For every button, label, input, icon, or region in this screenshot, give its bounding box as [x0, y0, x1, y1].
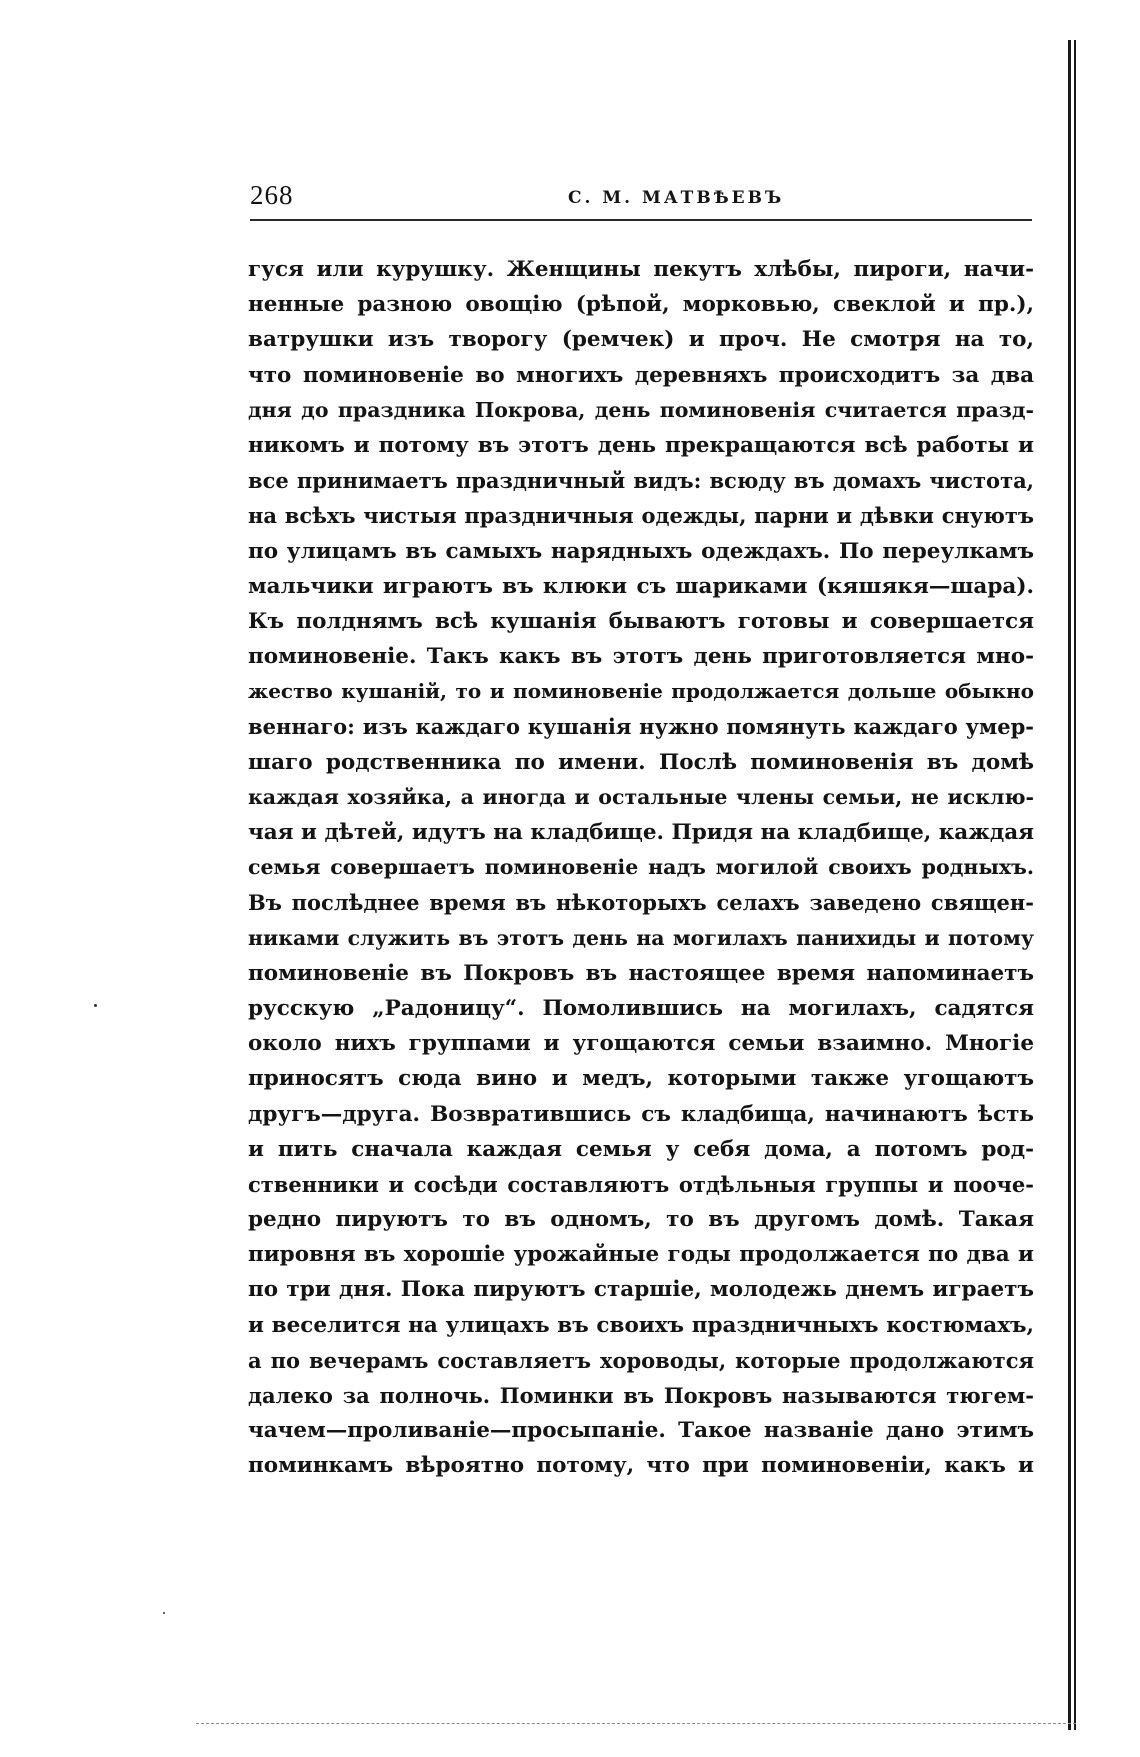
text-line: поминкамъ вѣроятно потому, что при поминовеніи, какъ и: [248, 1453, 1034, 1479]
body-text: [248, 252, 1034, 1484]
text-line: около нихъ группами и угощаются семьи взаимно. Многіе: [248, 1031, 1034, 1057]
text-line: каждая хозяйка, а иногда и остальные члены семьи, не исклю-: [248, 784, 1034, 809]
text-line: Въ послѣднее время въ нѣкоторыхъ селахъ заведено священ-: [248, 890, 1034, 916]
text-line: шаго родственника по имени. Послѣ поминовенія въ домѣ: [248, 749, 1034, 775]
header-rule: [250, 219, 1032, 221]
binding-edge-line: [1068, 40, 1071, 1730]
text-line: поминовеніе въ Покровъ въ настоящее время напоминаетъ: [248, 960, 1034, 986]
text-line: мальчики играютъ въ клюки съ шариками (кяшякя—шара).: [248, 573, 1034, 599]
text-line: гуся или курушку. Женщины пекутъ хлѣбы, пироги, начи-: [248, 257, 1034, 282]
page-header: [250, 178, 1032, 222]
text-line: чачем—проливаніе—просыпаніе. Такое названіе дано этимъ: [248, 1418, 1034, 1444]
text-line: и пить сначала каждая семья у себя дома, а потомъ род-: [248, 1136, 1034, 1162]
text-line: веннаго: изъ каждаго кушанія нужно помянуть каждаго умер-: [248, 714, 1034, 740]
bottom-edge-rule: [196, 1723, 1076, 1725]
text-line: жество кушаній, то и поминовеніе продолжается дольше обыкно: [248, 679, 1034, 704]
binding-edge-line: [1074, 40, 1076, 1730]
text-line: ватрушки изъ творогу (ремчек) и проч. Не смотря на то,: [248, 327, 1034, 353]
text-line: что поминовеніе во многихъ деревняхъ происходитъ за два: [248, 362, 1034, 388]
text-line: Къ полднямъ всѣ кушанія бываютъ готовы и совершается: [248, 608, 1034, 634]
text-line: по три дня. Пока пируютъ старшіе, молодежь днемъ играетъ: [248, 1277, 1034, 1303]
text-line: далеко за полночь. Поминки въ Покровъ называются тюгем-: [248, 1383, 1034, 1408]
scan-speck: [163, 1612, 165, 1614]
text-line: дня до праздника Покрова, день поминовенія считается празд-: [248, 397, 1034, 422]
text-line: ственники и сосѣди составляютъ отдѣльныя группы и пооче-: [248, 1171, 1034, 1197]
text-line: редно пируютъ то въ одномъ, то въ другомъ домѣ. Такая: [248, 1207, 1034, 1233]
text-line: на всѣхъ чистыя праздничныя одежды, парни и дѣвки снуютъ: [248, 503, 1034, 529]
text-line: никами служить въ этотъ день на могилахъ панихиды и потому: [248, 925, 1034, 950]
text-line: пировня въ хорошіе урожайные годы продолжается по два и: [248, 1242, 1034, 1268]
text-line: другъ—друга. Возвратившись съ кладбища, начинаютъ ѣсть: [248, 1101, 1034, 1127]
text-line: ненные разною овощію (рѣпой, морковью, свеклой и пр.),: [248, 292, 1034, 318]
text-line: по улицамъ въ самыхъ нарядныхъ одеждахъ. По переулкамъ: [248, 538, 1034, 564]
text-line: а по вечерамъ составляетъ хороводы, которые продолжаются: [248, 1347, 1034, 1373]
text-line: чая и дѣтей, идутъ на кладбище. Придя на кладбище, каждая: [248, 820, 1035, 845]
text-line: и веселится на улицахъ въ своихъ праздничныхъ костюмахъ,: [248, 1312, 1034, 1338]
text-line: приносятъ сюда вино и медъ, которыми также угощаютъ: [248, 1066, 1034, 1092]
text-line: все принимаетъ праздничный видъ: всюду въ домахъ чистота,: [248, 468, 1034, 494]
text-line: никомъ и потому въ этотъ день прекращаются всѣ работы и: [248, 432, 1034, 458]
text-line: поминовеніе. Такъ какъ въ этотъ день приготовляется мно-: [248, 644, 1034, 670]
running-head: С. М. МАТВѢЕВЪ: [568, 188, 785, 208]
scan-speck: [94, 1004, 97, 1007]
text-line: русскую „Радоницу“. Помолившись на могилахъ, садятся: [248, 995, 1034, 1021]
page-number: 268: [250, 180, 294, 210]
text-line: семья совершаетъ поминовеніе надъ могилой своихъ родныхъ.: [248, 855, 1034, 880]
